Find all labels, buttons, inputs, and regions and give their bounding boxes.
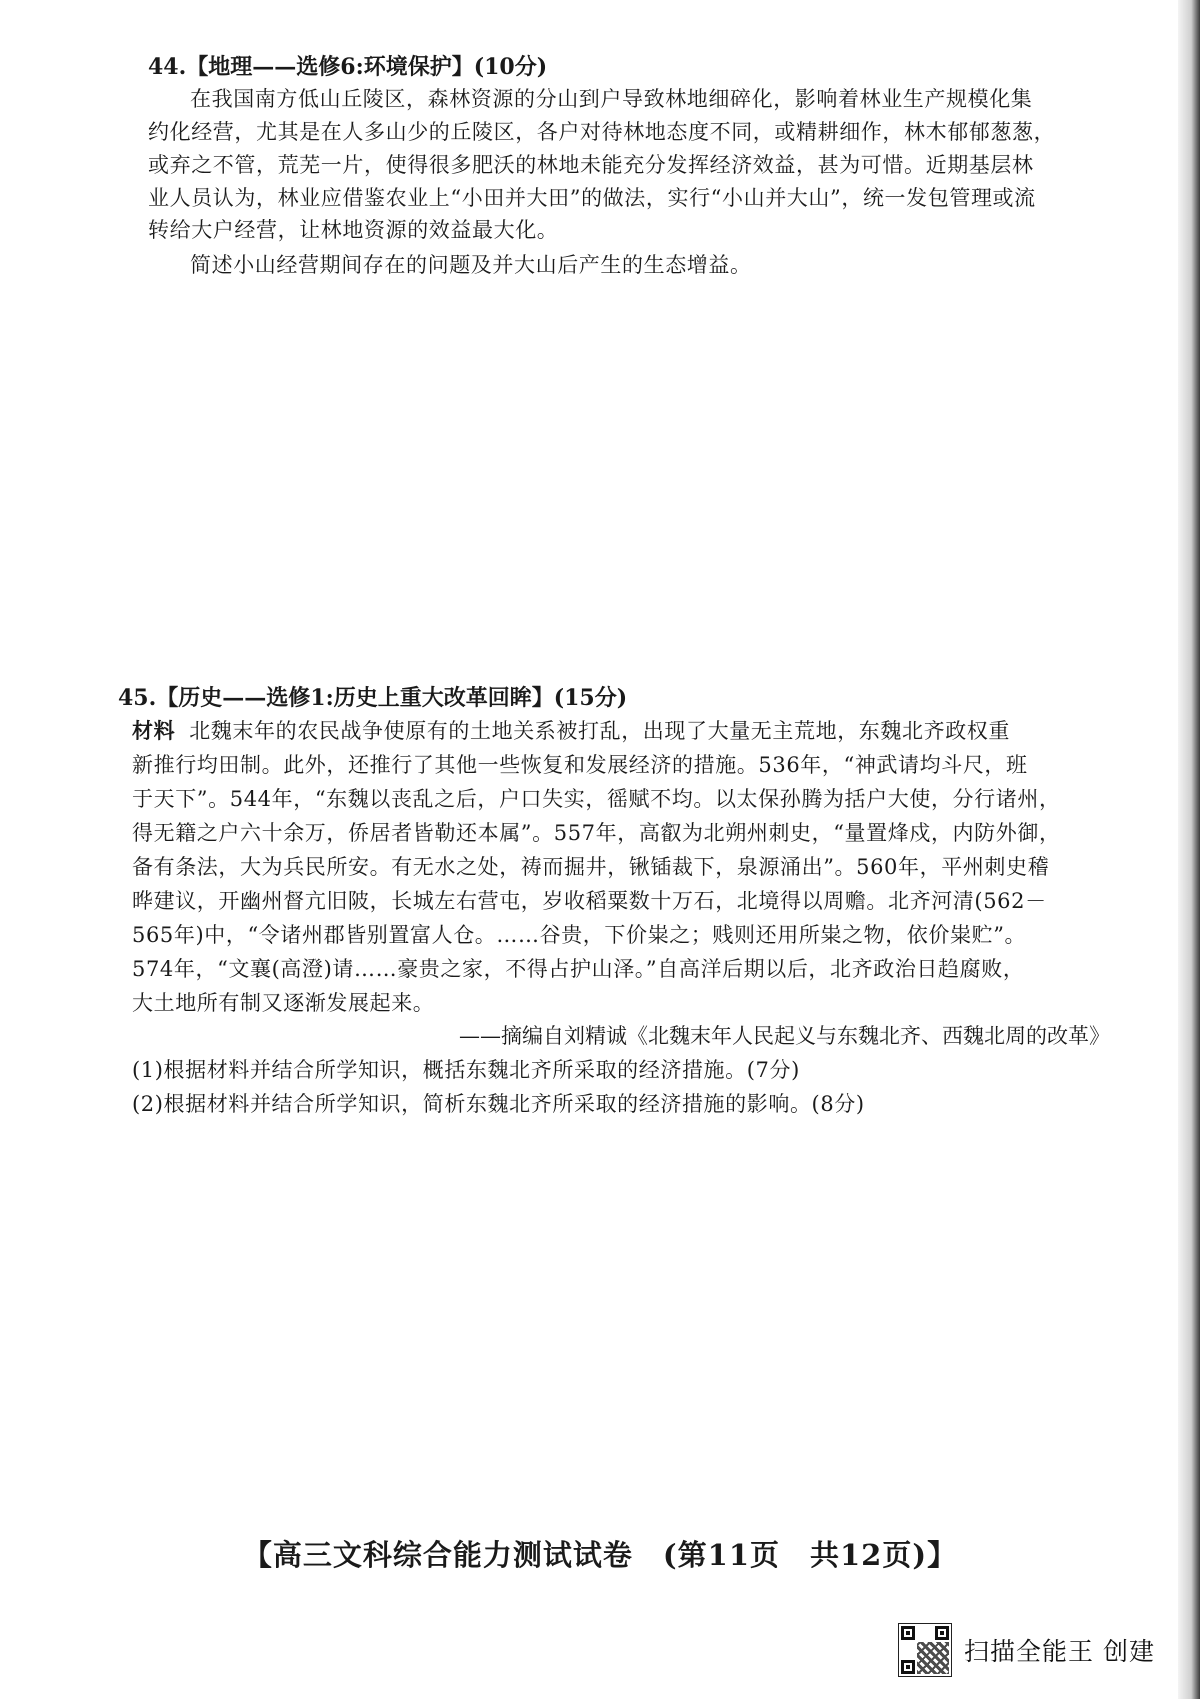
question-44-line: 约化经营，尤其是在人多山少的丘陵区，各户对待林地态度不同，或精耕细作，林木郁郁葱葱， [148, 120, 1056, 144]
material-line: 574年，“文襄(高澄)请……豪贵之家，不得占护山泽。”自高洋后期以后，北齐政治日趋腐败， [132, 957, 1025, 981]
scan-page-edge [1178, 0, 1200, 1699]
watermark-text: 扫描全能王 创建 [964, 1637, 1155, 1666]
sub-question-1: (1)根据材料并结合所学知识，概括东魏北齐所采取的经济措施。(7分) [132, 1058, 800, 1082]
sub-question-2: (2)根据材料并结合所学知识，简析东魏北齐所采取的经济措施的影响。(8分) [132, 1092, 865, 1116]
qr-code-icon [898, 1623, 952, 1677]
material-label: 材料 [132, 718, 176, 743]
material-line: 得无籍之户六十余万，侨居者皆勒还本属”。557年，高叡为北朔州刺史，“量置烽戍，内防外御， [132, 821, 1061, 845]
material-line [132, 716, 1010, 746]
question-44-line: 转给大户经营，让林地资源的效益最大化。 [148, 218, 559, 242]
question-44-header: 44.【地理——选修6:环境保护】(10分) [148, 54, 548, 80]
material-text: 北魏末年的农民战争使原有的土地关系被打乱，出现了大量无主荒地，东魏北齐政权重 [189, 719, 1010, 743]
material-line: 565年)中，“令诸州郡皆别置富人仓。……谷贵，下价粜之；贱则还用所粜之物，依价粜贮”。 [132, 923, 1027, 947]
scanner-watermark [898, 1622, 1155, 1678]
material-line: 于天下”。544年，“东魏以丧乱之后，户口失实，徭赋不均。以太保孙腾为括户大使，分行诸州， [132, 787, 1061, 811]
question-45-header: 45.【历史——选修1:历史上重大改革回眸】(15分) [118, 685, 628, 711]
material-line: 晔建议，开幽州督亢旧陂，长城左右营屯，岁收稻粟数十万石，北境得以周赡。北齐河清(562－ [132, 889, 1047, 913]
material-line: 新推行均田制。此外，还推行了其他一些恢复和发展经济的措施。536年，“神武请均斗尺，班 [132, 753, 1028, 777]
page-footer [0, 1535, 1200, 1575]
question-44-line: 业人员认为，林业应借鉴农业上“小田并大田”的做法，实行“小山并大山”，统一发包管理或流 [148, 186, 1036, 210]
question-44-line: 在我国南方低山丘陵区，森林资源的分山到户导致林地细碎化，影响着林业生产规模化集 [190, 87, 1033, 111]
material-line: 备有条法，大为兵民所安。有无水之处，祷而掘井，锹锸裁下，泉源涌出”。560年，平州刺史稽 [132, 855, 1050, 879]
page-footer-text: 【高三文科综合能力测试试卷 (第11页 共12页)】 [242, 1538, 958, 1572]
material-source: ——摘编自刘精诚《北魏末年人民起义与东魏北齐、西魏北周的改革》 [459, 1024, 1110, 1048]
material-line: 大土地所有制又逐渐发展起来。 [132, 991, 435, 1015]
question-44-prompt: 简述小山经营期间存在的问题及并大山后产生的生态增益。 [190, 253, 752, 277]
question-44-line: 或弃之不管，荒芜一片，使得很多肥沃的林地未能充分发挥经济效益，甚为可惜。近期基层林 [148, 153, 1034, 177]
